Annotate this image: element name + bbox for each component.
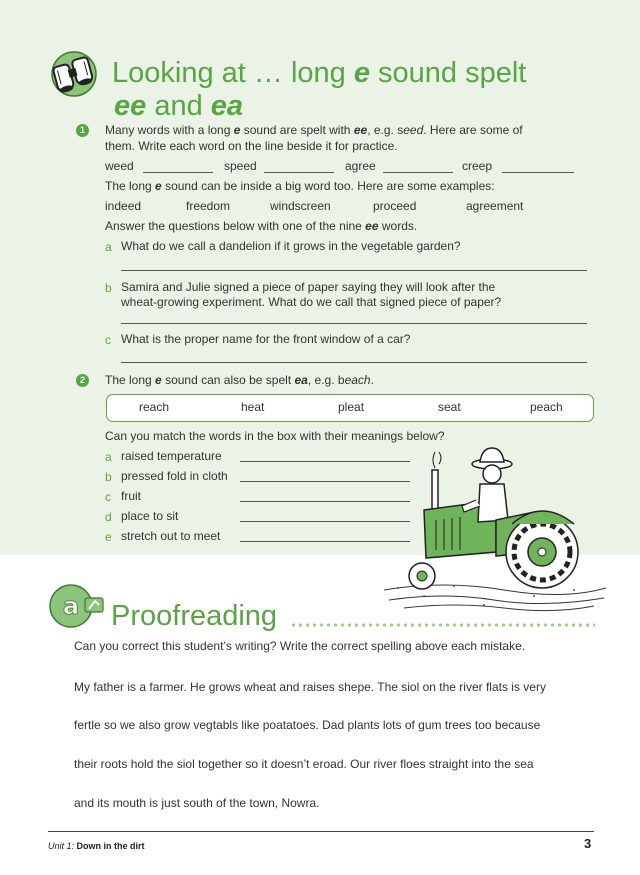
meaning-text: pressed fold in cloth (121, 469, 228, 483)
q2-match-prompt: Can you match the words in the box with their meanings below? (105, 429, 445, 443)
question-a-text: What do we call a dandelion if it grows in the vegetable garden? (121, 239, 461, 253)
text-em: e (155, 373, 162, 387)
meaning-text: stretch out to meet (121, 529, 221, 543)
q1-intro-line2: them. Write each word on the line beside it for practice. (105, 139, 398, 153)
binoculars-icon (47, 48, 105, 98)
example-word: indeed (105, 199, 142, 213)
text-em: each (344, 373, 371, 387)
practice-answer-line[interactable] (264, 172, 334, 173)
text: The long (105, 373, 156, 387)
example-word: windscreen (270, 199, 331, 213)
text: The long (105, 179, 156, 193)
proofreading-instruction: Can you correct this student’s writing? Write the correct spelling above each mistake. (74, 639, 526, 653)
practice-word-creep: creep (462, 159, 493, 173)
question-c-text: What is the proper name for the front window of a car? (121, 332, 411, 346)
meaning-letter: b (105, 470, 112, 484)
answer-line[interactable] (121, 362, 587, 363)
text: , e.g. b (307, 373, 345, 387)
question-b-text-line1: Samira and Julie signed a piece of paper saying they will look after the (121, 280, 496, 294)
question-number-1: 1 (76, 124, 89, 137)
text: sound can also be spelt (161, 373, 295, 387)
answer-line[interactable] (121, 270, 587, 271)
text-em: ee (365, 219, 379, 233)
q2-intro (105, 373, 374, 388)
text: words. (378, 219, 418, 233)
text: , e.g. s (367, 123, 404, 137)
box-word: reach (139, 400, 170, 414)
text: Answer the questions below with one of the nine (105, 219, 366, 233)
q1-answer-instruction (105, 219, 417, 234)
practice-answer-line[interactable] (143, 172, 213, 173)
meaning-text: fruit (121, 489, 142, 503)
text: . (370, 373, 374, 387)
proofreading-line: their roots hold the siol together so it doesn’t eroad. Our river floes straight into the sea (74, 757, 534, 771)
title-ea: ea (210, 90, 244, 122)
proofreading-line: fertle so we also grow vegtabls like poatatoes. Dad plants lots of gum trees too because (74, 718, 541, 732)
page-title-line1 (112, 57, 526, 90)
answer-line[interactable] (121, 323, 587, 324)
meaning-text: place to sit (121, 509, 179, 523)
tractor-farmer-illustration (384, 440, 606, 612)
q1-big-word-text (105, 179, 495, 194)
page-number: 3 (584, 836, 592, 851)
example-word: proceed (373, 199, 417, 213)
box-word: pleat (338, 400, 365, 414)
text-em: eed (403, 123, 424, 137)
text-em: ea (294, 373, 308, 387)
example-word: agreement (466, 199, 524, 213)
meaning-letter: c (105, 490, 111, 504)
title-e: e (353, 57, 370, 89)
question-letter-c: c (105, 333, 111, 347)
practice-word-weed: weed (105, 159, 134, 173)
page-title-line2 (114, 90, 243, 123)
box-word: peach (530, 400, 563, 414)
proofreading-line: My father is a farmer. He grows wheat and raises shepe. The siol on the river flats is very (74, 680, 546, 694)
meaning-text: raised temperature (121, 449, 222, 463)
example-word: freedom (186, 199, 231, 213)
practice-word-agree: agree (345, 159, 376, 173)
practice-answer-line[interactable] (383, 172, 453, 173)
q1-intro-line1 (105, 123, 523, 138)
meaning-letter: a (105, 450, 112, 464)
heading-dotted-rule (290, 622, 595, 628)
question-b-text-line2: wheat-growing experiment. What do we call that signed piece of paper? (121, 295, 502, 309)
question-letter-a: a (105, 240, 112, 254)
text: sound can be inside a big word too. Here are some examples: (161, 179, 495, 193)
text-em: ee (353, 123, 368, 137)
text: Many words with a long (105, 123, 234, 137)
box-word: heat (241, 400, 265, 414)
text: sound are spelt with (240, 123, 354, 137)
title-ee: ee (114, 90, 147, 122)
practice-answer-line[interactable] (502, 172, 574, 173)
practice-word-speed: speed (224, 159, 257, 173)
footer-divider (48, 831, 594, 832)
a-letter-badge-icon (47, 582, 107, 632)
footer-topic: Down in the dirt (74, 841, 145, 851)
text: . Here are some of (423, 123, 523, 137)
text-em: e (233, 123, 241, 137)
meaning-letter: e (105, 530, 112, 544)
svg-text:a: a (62, 592, 80, 620)
title-text: Looking at … long (112, 57, 354, 89)
footer-unit (48, 841, 145, 851)
box-word: seat (438, 400, 461, 414)
meaning-letter: d (105, 510, 112, 524)
footer-unit-label: Unit 1: (48, 841, 75, 851)
text-em: e (155, 179, 162, 193)
proofreading-heading: Proofreading (111, 600, 278, 632)
proofreading-line: and its mouth is just south of the town, Nowra. (74, 796, 320, 810)
question-number-2: 2 (76, 374, 89, 387)
question-letter-b: b (105, 281, 112, 295)
title-text: sound spelt (369, 57, 527, 89)
title-text: and (146, 90, 211, 122)
